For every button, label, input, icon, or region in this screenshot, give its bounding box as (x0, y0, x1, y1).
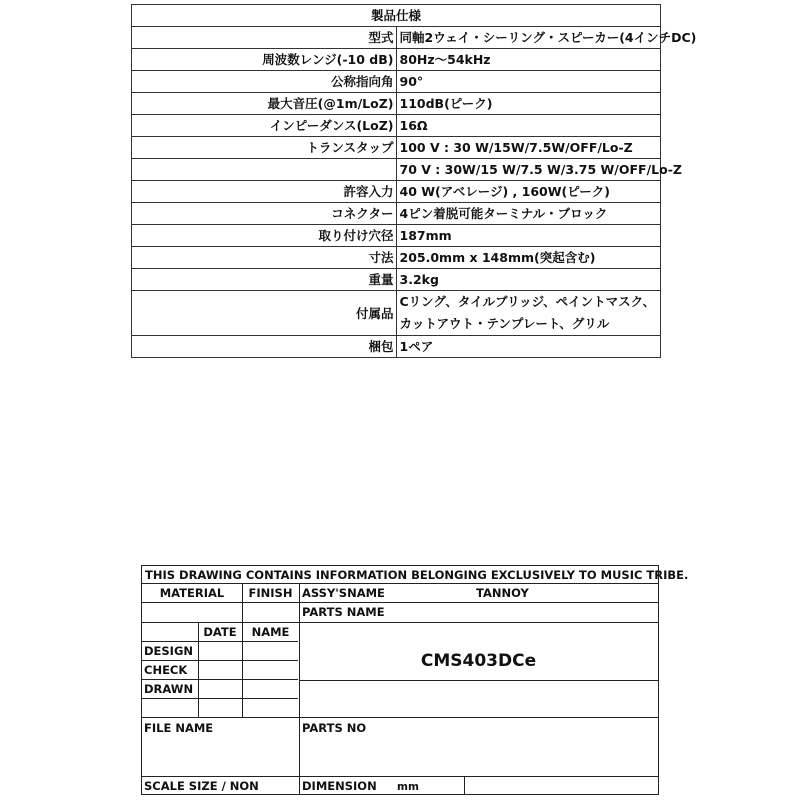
spec-label: 最大音圧(@1m/LoZ) (132, 93, 397, 115)
assy-name-value: TANNOY (476, 586, 529, 600)
spec-row (132, 291, 661, 336)
divider (299, 583, 300, 794)
spec-label: 周波数レンジ(-10 dB) (132, 49, 397, 71)
spec-value: 205.0mm x 148mm(突起含む) (396, 247, 661, 269)
spec-table (131, 4, 697, 358)
spec-label: 型式 (132, 27, 397, 49)
spec-row (132, 159, 661, 181)
spec-row (132, 336, 661, 358)
divider (464, 776, 465, 794)
spec-row (132, 137, 661, 159)
divider (299, 680, 658, 681)
spec-value: 16Ω (396, 115, 661, 137)
check-label: CHECK (144, 663, 188, 677)
spec-value: 70 V : 30W/15 W/7.5 W/3.75 W/OFF/Lo-Z (396, 159, 661, 181)
spec-value: 110dB(ピーク) (396, 93, 661, 115)
spec-label: トランスタップ (132, 137, 397, 159)
design-label: DESIGN (144, 644, 194, 658)
spec-label: 取り付け穴径 (132, 225, 397, 247)
divider (142, 641, 298, 642)
file-name-label: FILE NAME (144, 721, 214, 735)
name-label: NAME (251, 625, 290, 639)
spec-value: 187mm (396, 225, 661, 247)
spec-value: 80Hz〜54kHz (396, 49, 661, 71)
divider (142, 717, 658, 718)
divider (142, 622, 658, 623)
dimension-label: DIMENSION (302, 779, 377, 793)
divider (142, 698, 298, 699)
spec-label: 公称指向角 (132, 71, 397, 93)
drawing-title-block (141, 565, 689, 795)
spec-header-row (132, 5, 661, 27)
spec-value: Cリング、タイルブリッジ、ペイントマスク、カットアウト・テンプレート、グリル (396, 291, 661, 336)
spec-title: 製品仕様 (132, 5, 661, 27)
spec-row (132, 27, 661, 49)
parts-no-label: PARTS NO (302, 721, 367, 735)
spec-label: 付属品 (132, 291, 397, 336)
model-number: CMS403DCe (420, 651, 537, 671)
confidentiality-notice: THIS DRAWING CONTAINS INFORMATION BELONGING EXCLUSIVELY TO MUSIC TRIBE. (145, 568, 689, 582)
spec-row (132, 49, 661, 71)
spec-label: コネクター (132, 203, 397, 225)
spec-label (132, 159, 397, 181)
spec-row (132, 225, 661, 247)
spec-row (132, 93, 661, 115)
spec-row (132, 247, 661, 269)
spec-value: 90° (396, 71, 661, 93)
spec-value: 100 V : 30 W/15W/7.5W/OFF/Lo-Z (396, 137, 661, 159)
spec-row (132, 269, 661, 291)
scale-label: SCALE SIZE / NON (144, 779, 259, 793)
assy-name-label: ASSY'SNAME (302, 586, 385, 600)
spec-value: 3.2kg (396, 269, 661, 291)
divider (142, 776, 658, 777)
finish-label: FINISH (248, 586, 293, 600)
spec-value: 4ピン着脱可能ターミナル・ブロック (396, 203, 661, 225)
divider (142, 583, 658, 584)
spec-value: 40 W(アベレージ) , 160W(ピーク) (396, 181, 661, 203)
spec-value: 1ペア (396, 336, 661, 358)
spec-label: 寸法 (132, 247, 397, 269)
dimension-unit: mm (397, 781, 419, 793)
divider (142, 602, 658, 603)
parts-name-label: PARTS NAME (302, 605, 385, 619)
drawn-label: DRAWN (144, 682, 194, 696)
divider (142, 679, 298, 680)
date-label: DATE (203, 625, 237, 639)
spec-label: 重量 (132, 269, 397, 291)
spec-label: インピーダンス(LoZ) (132, 115, 397, 137)
spec-row (132, 203, 661, 225)
material-label: MATERIAL (159, 586, 225, 600)
spec-label: 許容入力 (132, 181, 397, 203)
spec-row (132, 71, 661, 93)
spec-row (132, 115, 661, 137)
spec-label: 梱包 (132, 336, 397, 358)
spec-row (132, 181, 661, 203)
spec-value: 同軸2ウェイ・シーリング・スピーカー(4インチDC) (396, 27, 661, 49)
divider (142, 660, 298, 661)
